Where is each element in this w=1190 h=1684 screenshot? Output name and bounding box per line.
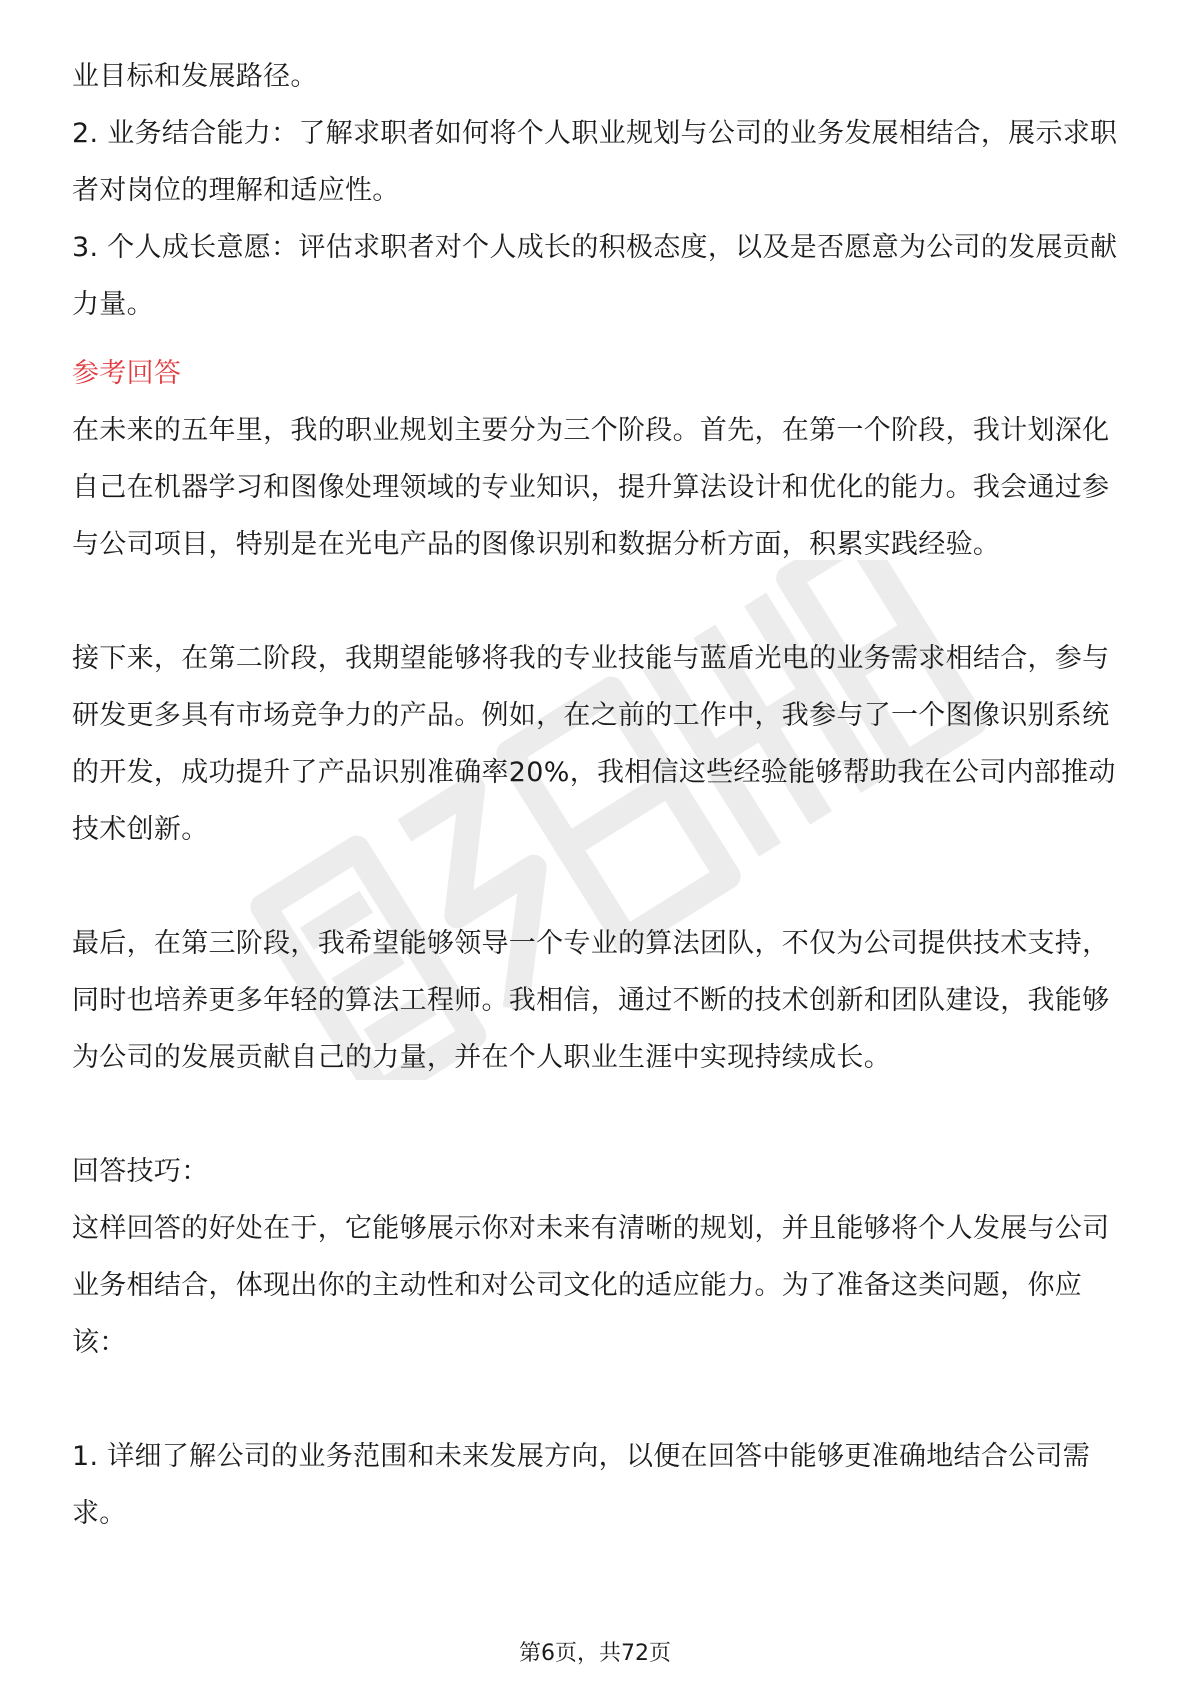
list-item-growth-willingness: 3. 个人成长意愿：评估求职者对个人成长的积极态度，以及是否愿意为公司的发展贡献力量。 xyxy=(72,232,1118,320)
tips-paragraph: 这样回答的好处在于，它能够展示你对未来有清晰的规划，并且能够将个人发展与公司业务相结合，体现出你的主动性和对公司文化的适应能力。为了准备这类问题，你应该： xyxy=(72,1213,1110,1358)
paragraph-continuation: 业目标和发展路径。 xyxy=(72,61,318,92)
list-item-business-fit: 2. 业务结合能力：了解求职者如何将个人职业规划与公司的业务发展相结合，展示求职者对岗位的理解和适应性。 xyxy=(72,118,1118,206)
document-body xyxy=(72,48,1122,1542)
reference-answer-heading: 参考回答 xyxy=(72,358,182,389)
paragraph-spacer xyxy=(72,1371,1122,1428)
answer-paragraph-stage-one: 在未来的五年里，我的职业规划主要分为三个阶段。首先，在第一个阶段，我计划深化自己在机器学习和图像处理领域的专业知识，提升算法设计和优化的能力。我会通过参与公司项目，特别是在光电产品的图像识别和数据分析方面，积累实践经验。 xyxy=(72,415,1110,560)
paragraph-spacer xyxy=(72,573,1122,630)
answer-paragraph-stage-two: 接下来，在第二阶段，我期望能够将我的专业技能与蓝盾光电的业务需求相结合，参与研发更多具有市场竞争力的产品。例如，在之前的工作中，我参与了一个图像识别系统的开发，成功提升了产品识别准确率20%，我相信这些经验能够帮助我在公司内部推动技术创新。 xyxy=(72,643,1116,845)
tips-heading: 回答技巧： xyxy=(72,1156,209,1187)
page-number: 第6页，共72页 xyxy=(519,1641,671,1666)
paragraph-spacer xyxy=(72,858,1122,915)
paragraph-spacer xyxy=(72,1086,1122,1143)
tips-list-item: 1. 详细了解公司的业务范围和未来发展方向，以便在回答中能够更准确地结合公司需求。 xyxy=(72,1441,1091,1529)
answer-paragraph-stage-three: 最后，在第三阶段，我希望能够领导一个专业的算法团队，不仅为公司提供技术支持，同时也培养更多年轻的算法工程师。我相信，通过不断的技术创新和团队建设，我能够为公司的发展贡献自己的力量，并在个人职业生涯中实现持续成长。 xyxy=(72,928,1110,1073)
